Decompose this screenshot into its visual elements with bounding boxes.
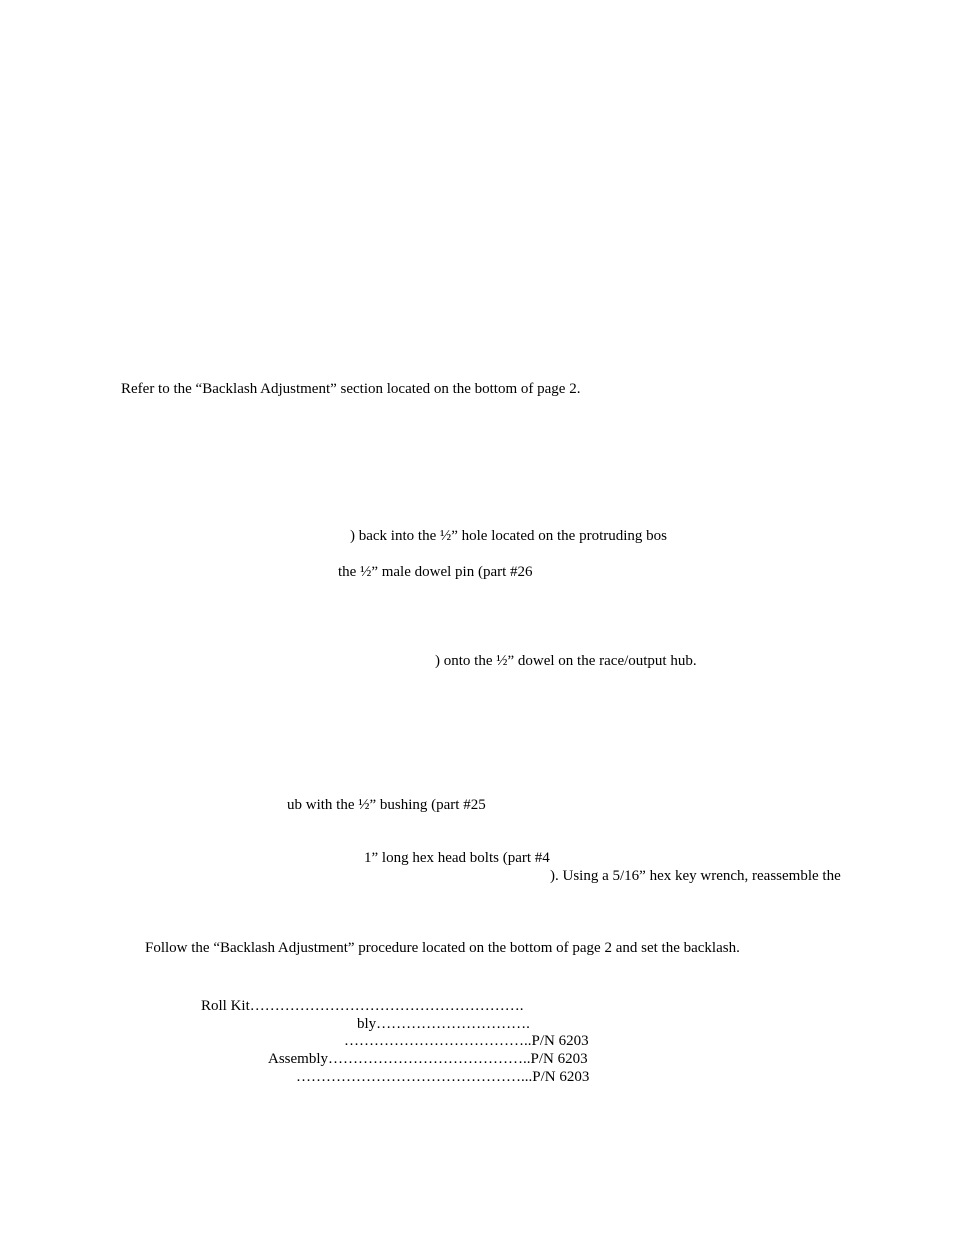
hex-head-bolts-text: 1” long hex head bolts (part #4 <box>364 850 550 866</box>
parts-list-item: ………………………………..P/N 6203 <box>344 1033 589 1049</box>
parts-list-item: Roll Kit………………………………………………. <box>201 998 524 1014</box>
refer-backlash-paragraph: Refer to the “Backlash Adjustment” section located on the bottom of page 2. <box>121 381 581 397</box>
parts-list-item: Assembly…………………………………..P/N 6203 <box>268 1051 588 1067</box>
parts-list-item: bly…………………………. <box>357 1016 530 1032</box>
follow-backlash-paragraph: Follow the “Backlash Adjustment” procedure located on the bottom of page 2 and set the backlash. <box>145 940 740 956</box>
hex-key-wrench-text: ). Using a 5/16” hex key wrench, reassemble the <box>550 868 841 884</box>
bushing-text: ub with the ½” bushing (part #25 <box>287 797 486 813</box>
male-dowel-pin-text: the ½” male dowel pin (part #26 <box>338 564 533 580</box>
back-into-hole-text: ) back into the ½” hole located on the protruding bos <box>350 528 667 544</box>
onto-dowel-text: ) onto the ½” dowel on the race/output hub. <box>435 653 697 669</box>
parts-list-item: ………………………………………...P/N 6203 <box>296 1069 590 1085</box>
